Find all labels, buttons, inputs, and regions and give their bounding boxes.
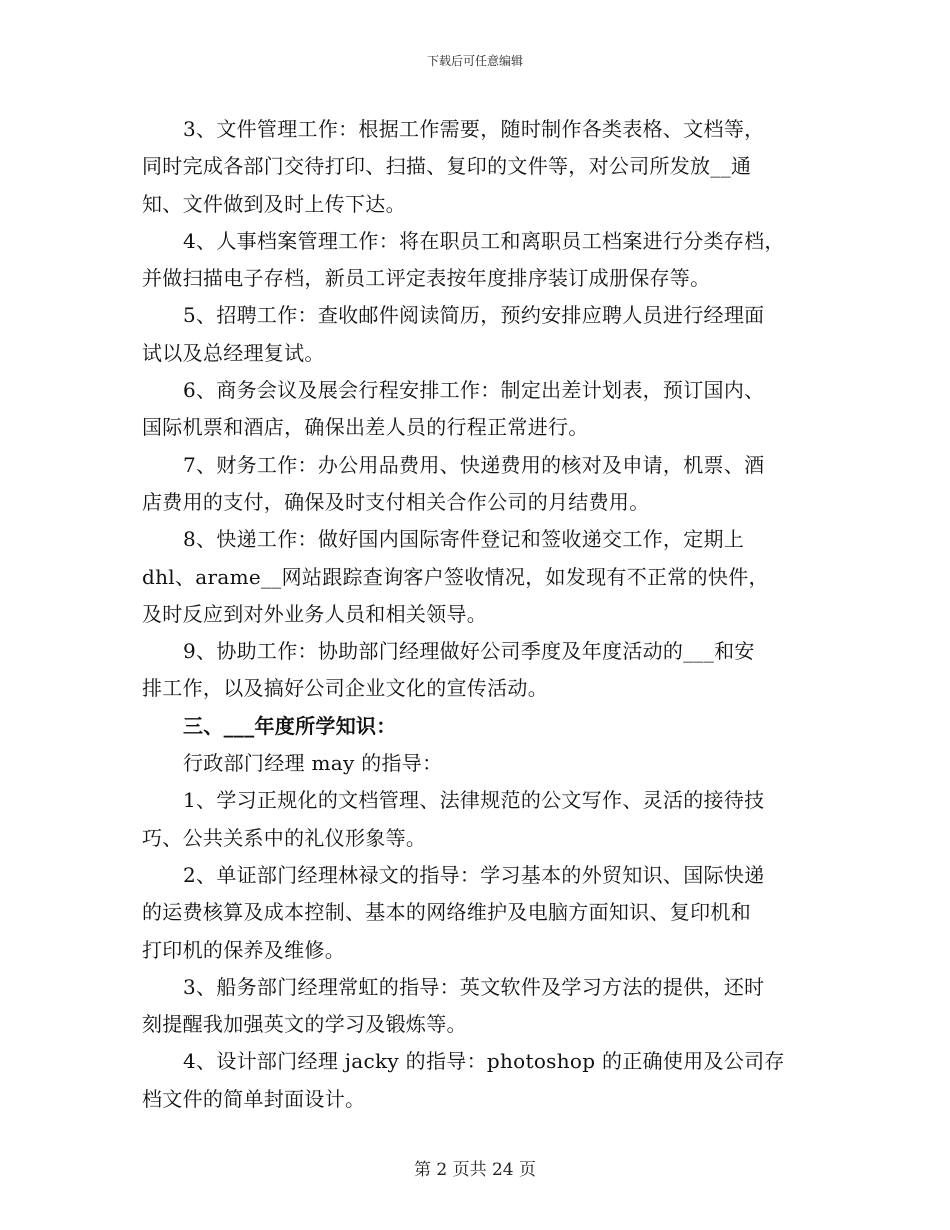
paragraph bbox=[142, 447, 812, 522]
text-line: 的运费核算及成本控制、基本的网络维护及电脑方面知识、复印机和 bbox=[142, 900, 751, 925]
paragraph bbox=[142, 782, 812, 857]
paragraph bbox=[142, 857, 812, 969]
paragraph bbox=[142, 297, 812, 372]
text-line: 3、船务部门经理常虹的指导：英文软件及学习方法的提供，还时 bbox=[183, 974, 765, 999]
text-line: dhl、arame__网站跟踪查询客户签收情况，如发现有不正常的快件， bbox=[142, 564, 769, 589]
text-line: 2、单证部门经理林禄文的指导：学习基本的外贸知识、国际快递 bbox=[183, 862, 765, 887]
text-line: 3、文件管理工作：根据工作需要，随时制作各类表格、文档等， bbox=[183, 117, 765, 141]
text-line: 4、设计部门经理 jacky 的指导：photoshop 的正确使用及公司存 bbox=[183, 1049, 785, 1074]
text-line: 6、商务会议及展会行程安排工作：制定出差计划表，预订国内、 bbox=[183, 378, 765, 403]
text-line: 5、招聘工作：查收邮件阅读简历，预约安排应聘人员进行经理面 bbox=[183, 303, 765, 328]
text-line: 打印机的保养及维修。 bbox=[142, 937, 345, 962]
text-line: 试以及总经理复试。 bbox=[142, 340, 325, 365]
text-line: 4、人事档案管理工作：将在职员工和离职员工档案进行分类存档， bbox=[183, 228, 785, 253]
text-line: 行政部门经理 may 的指导： bbox=[183, 751, 443, 776]
paragraph bbox=[142, 1043, 812, 1118]
paragraph bbox=[142, 223, 812, 298]
text-line: 8、快递工作：做好国内国际寄件登记和签收递交工作，定期上 bbox=[183, 527, 745, 552]
text-line: 国际机票和酒店，确保出差人员的行程正常进行。 bbox=[142, 415, 589, 440]
text-line: 1、学习正规化的文档管理、法律规范的公文写作、灵活的接待技 bbox=[183, 788, 765, 813]
page-number: 第 2 页共 24 页 bbox=[413, 1160, 537, 1180]
text-line: 同时完成各部门交待打印、扫描、复印的文件等，对公司所发放__通 bbox=[142, 154, 752, 179]
paragraph bbox=[142, 521, 812, 633]
text-line: 及时反应到对外业务人员和相关领导。 bbox=[142, 601, 488, 626]
text-line: 知、文件做到及时上传下达。 bbox=[142, 191, 406, 216]
paragraph bbox=[142, 745, 812, 782]
text-line: 三、___年度所学知识： bbox=[183, 713, 397, 738]
text-line: 档文件的简单封面设计。 bbox=[142, 1086, 366, 1111]
text-line: 7、财务工作：办公用品费用、快递费用的核对及申请，机票、酒 bbox=[183, 452, 765, 477]
text-line: 刻提醒我加强英文的学习及锻炼等。 bbox=[142, 1012, 467, 1037]
paragraph bbox=[142, 633, 812, 708]
text-line: 巧、公共关系中的礼仪形象等。 bbox=[142, 825, 427, 850]
text-line: 9、协助工作：协助部门经理做好公司季度及年度活动的___和安 bbox=[183, 639, 755, 664]
paragraph bbox=[142, 969, 812, 1044]
section-heading bbox=[142, 708, 812, 745]
paragraph bbox=[142, 111, 812, 223]
document-body bbox=[142, 111, 812, 1118]
page-header: 下载后可任意编辑 bbox=[426, 54, 523, 68]
text-line: 排工作，以及搞好公司企业文化的宣传活动。 bbox=[142, 676, 548, 701]
text-line: 店费用的支付，确保及时支付相关合作公司的月结费用。 bbox=[142, 489, 650, 514]
text-line: 并做扫描电子存档，新员工评定表按年度排序装订成册保存等。 bbox=[142, 266, 711, 291]
paragraph bbox=[142, 372, 812, 447]
